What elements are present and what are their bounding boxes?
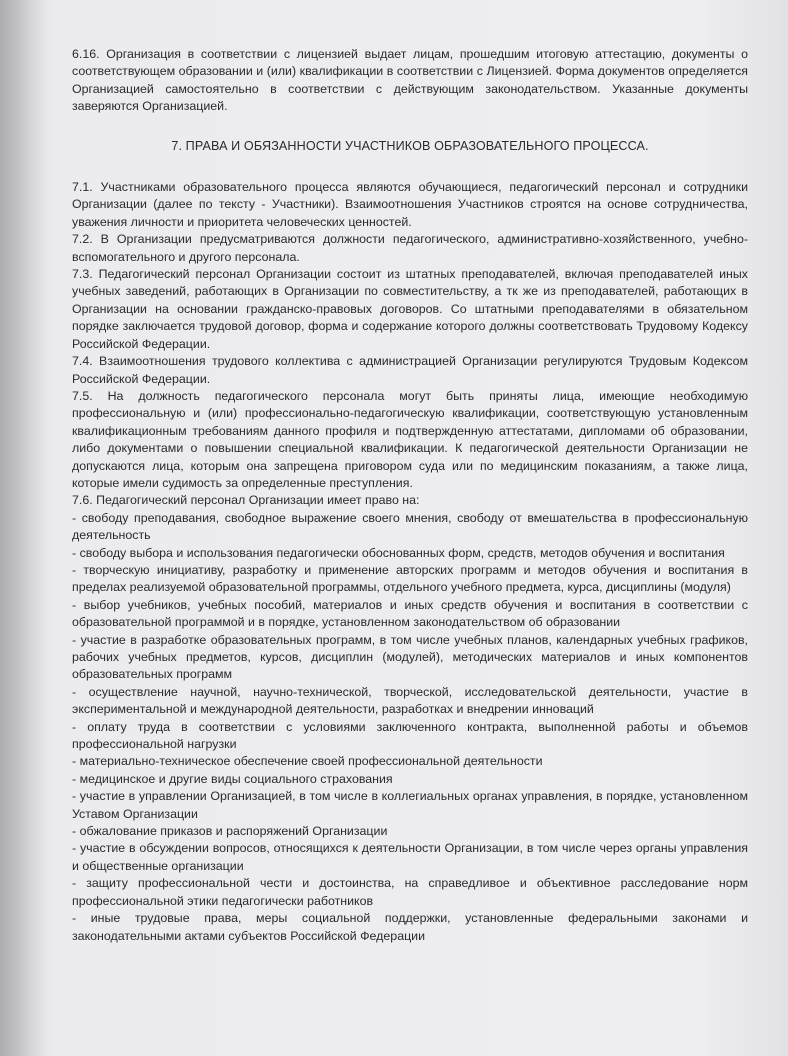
paragraph-7-4: 7.4. Взаимоотношения трудового коллектива с администрацией Организации регулируются Трудовым Кодексом Российской Федерации. xyxy=(72,354,748,386)
list-item: - выбор учебников, учебных пособий, материалов и иных средств обучения и воспитания в соответствии с образовательной программой и в порядке, установленном законодательством об образовании xyxy=(72,597,748,630)
section-heading: 7. ПРАВА И ОБЯЗАННОСТИ УЧАСТНИКОВ ОБРАЗОВАТЕЛЬНОГО ПРОЦЕССА. xyxy=(171,138,649,153)
list-item: - защиту профессиональной чести и достоинства, на справедливое и объективное расследование норм профессиональной этики педагогически работников xyxy=(72,876,748,908)
paragraph-7-2: 7.2. В Организации предусматриваются должности педагогического, административно-хозяйственного, учебно-вспомогательного и другого персонала. xyxy=(72,232,748,264)
list-item: - оплату труда в соответствии с условиями заключенного контракта, выполненной работы и объемов профессиональной нагрузки xyxy=(72,719,748,752)
list-item: - обжалование приказов и распоряжений Организации xyxy=(72,824,388,839)
list-item: - творческую инициативу, разработку и применение авторских программ и методов обучения и воспитания в пределах реализуемой образовательной программы, отдельного учебного предмета, курса, дисциплины (модуля) xyxy=(72,562,748,595)
list-item: - осуществление научной, научно-технической, творческой, исследовательской деятельности, участие в экспериментальной и международной деятельности, разработках и внедрении инноваций xyxy=(72,684,748,717)
list-item: - медицинское и другие виды социального страхования xyxy=(72,771,393,786)
list-item: - участие в разработке образовательных программ, в том числе учебных планов, календарных учебных графиков, рабочих учебных предметов, курсов, дисциплин (модулей), методических материалов и иных компонентов образовательных программ xyxy=(72,632,748,682)
list-item: - иные трудовые права, меры социальной поддержки, установленные федеральными законами и законодательными актами субъектов Российской Федерации xyxy=(72,911,748,943)
list-item: - свободу преподавания, свободное выражение своего мнения, свободу от вмешательства в профессиональную деятельность xyxy=(72,510,748,543)
list-item: - материально-техническое обеспечение своей профессиональной деятельности xyxy=(72,754,543,769)
paragraph-6-16: 6.16. Организация в соответствии с лицензией выдает лицам, прошедшим итоговую аттестацию, документы о соответствующем образовании и (или) квалификации в соответствии с Лицензией. Форма документов определяется Организацией самостоятельно в соответствии с действующим законодательством. Указанные документы заверяются Организацией. xyxy=(72,47,748,114)
paragraph-7-5: 7.5. На должность педагогического персонала могут быть приняты лица, имеющие необходимую профессиональную и (или) профессионально-педагогическую квалификации, соответствующую установленным квалификационным требованиям данного профиля и подтвержденную аттестатами, дипломами об образовании, либо документами о повышении специальной квалификации. К педагогической деятельности Организации не допускаются лица, которым она запрещена приговором суда или по медицинским показаниям, а также лица, которые имели судимость за определенные преступления. xyxy=(72,388,748,490)
list-item: - участие в обсуждении вопросов, относящихся к деятельности Организации, в том числе через органы управления и общественные организации xyxy=(72,841,748,873)
paragraph-7-1: 7.1. Участниками образовательного процесса являются обучающиеся, педагогический персонал и сотрудники Организации (далее по тексту - Участники). Взаимоотношения Участников строятся на основе сотрудничества, уважения личности и приоритета человеческих ценностей. xyxy=(72,180,748,229)
document-body xyxy=(72,46,748,945)
list-item: - свободу выбора и использования педагогически обоснованных форм, средств, методов обучения и воспитания xyxy=(72,545,725,560)
page-edge-shadow xyxy=(0,0,48,1056)
paragraph-7-3: 7.3. Педагогический персонал Организации состоит из штатных преподавателей, включая преподавателей иных учебных заведений, работающих в Организации по совместительству, а тк же из преподавателей, работающих в Организации на основании гражданско-правовых договоров. Со штатными преподавателями в обязательном порядке заключается трудовой договор, форма и содержание которого должны соответствовать Трудовому Кодексу Российской Федерации. xyxy=(72,267,748,351)
paragraph-7-6: 7.6. Педагогический персонал Организации имеет право на: xyxy=(72,493,420,508)
rights-list xyxy=(72,510,748,945)
list-item: - участие в управлении Организацией, в том числе в коллегиальных органах управления, в порядке, установленном Уставом Организации xyxy=(72,789,748,821)
